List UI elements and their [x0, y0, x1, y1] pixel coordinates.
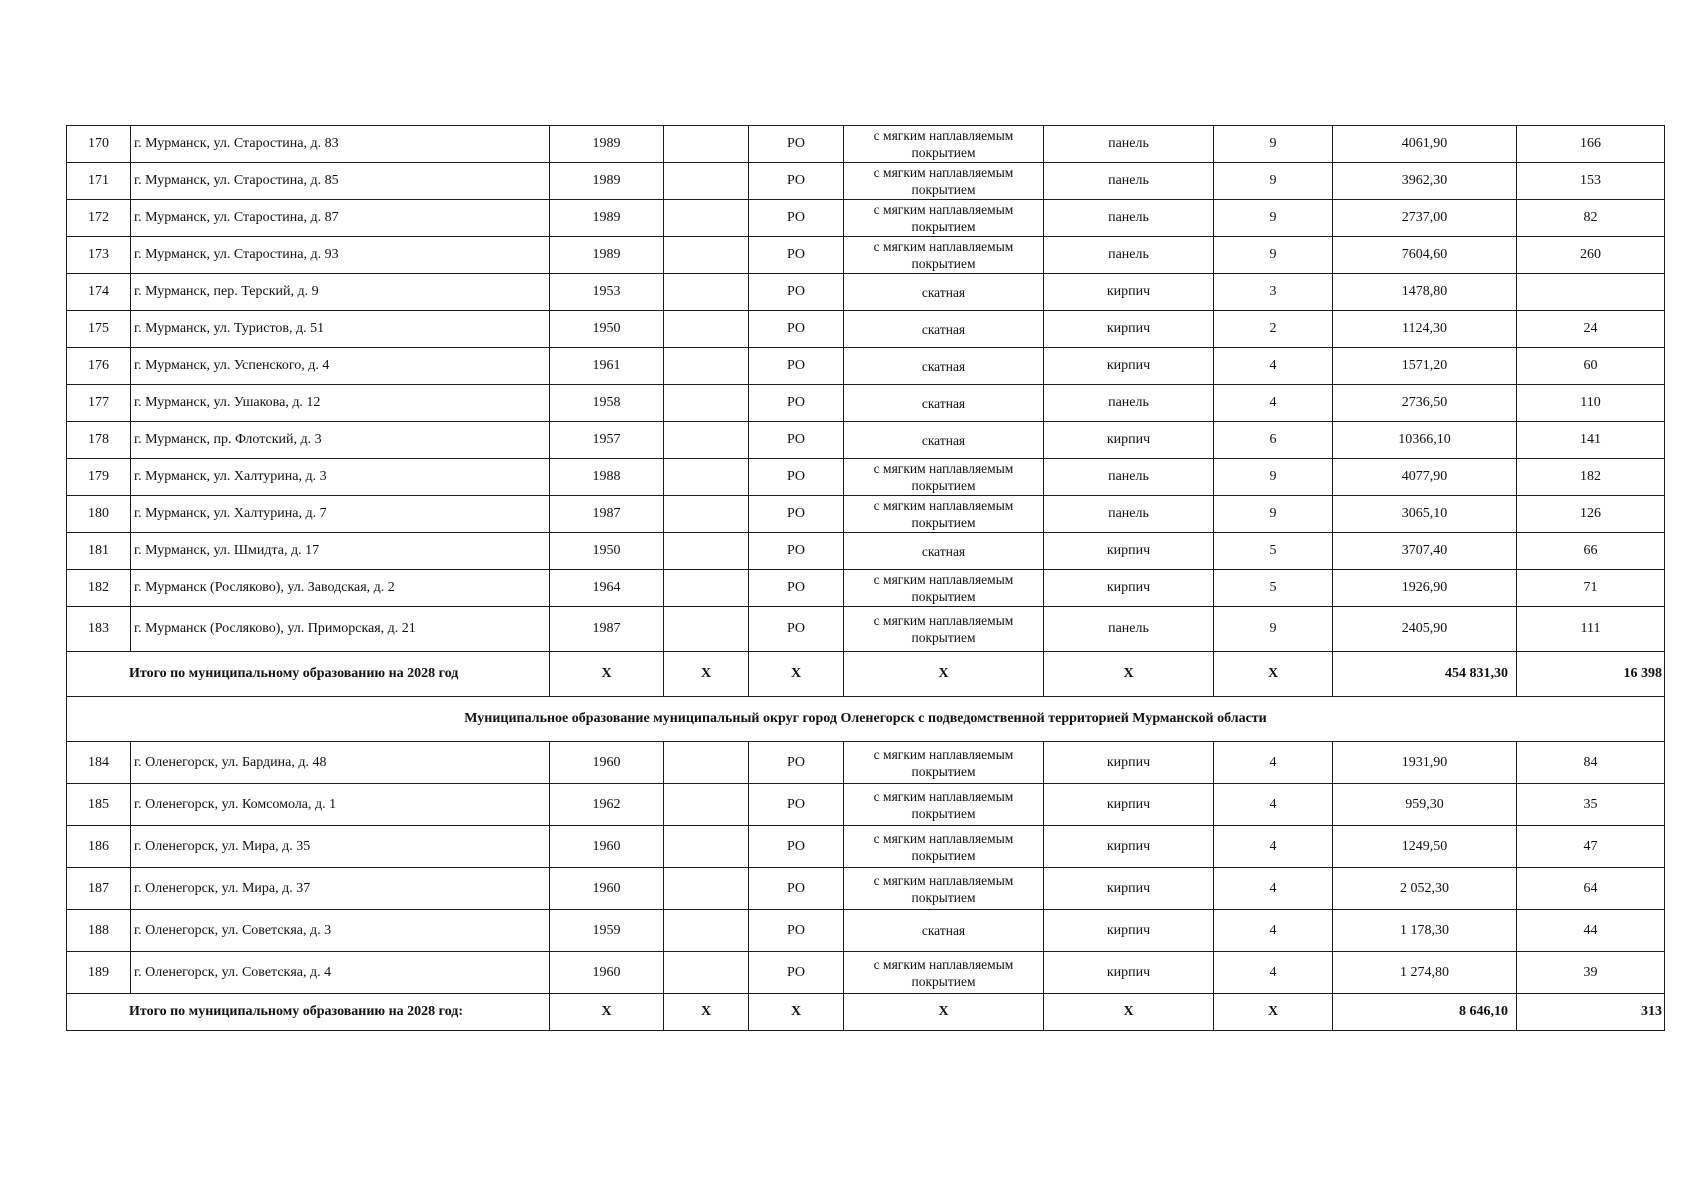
- empty-cell: [664, 385, 749, 422]
- walls-cell: панель: [1044, 459, 1214, 496]
- area-cell: 1124,30: [1333, 311, 1517, 348]
- type-cell: РО: [749, 826, 844, 868]
- empty-cell: [664, 570, 749, 607]
- row-number: 170: [67, 126, 131, 163]
- residents-cell: 39: [1517, 952, 1665, 994]
- roof-cell: с мягким наплавляемым покрытием: [844, 742, 1044, 784]
- residents-cell: 111: [1517, 607, 1665, 652]
- type-cell: РО: [749, 607, 844, 652]
- walls-cell: панель: [1044, 496, 1214, 533]
- area-cell: 1926,90: [1333, 570, 1517, 607]
- area-cell: 3065,10: [1333, 496, 1517, 533]
- table-row: [67, 910, 1665, 952]
- roof-cell: с мягким наплавляемым покрытием: [844, 826, 1044, 868]
- total-mark: X: [1214, 652, 1333, 697]
- total-area: 8 646,10: [1333, 994, 1517, 1031]
- total-residents: 313: [1517, 994, 1665, 1031]
- address-cell: г. Мурманск, ул. Старостина, д. 85: [131, 163, 550, 200]
- total-residents: 16 398: [1517, 652, 1665, 697]
- row-number: 177: [67, 385, 131, 422]
- empty-cell: [664, 459, 749, 496]
- total-label: Итого по муниципальному образованию на 2028 год: [67, 652, 550, 697]
- roof-cell: скатная: [844, 910, 1044, 952]
- total-mark: X: [749, 652, 844, 697]
- table-row: [67, 200, 1665, 237]
- address-cell: г. Мурманск (Росляково), ул. Заводская, д. 2: [131, 570, 550, 607]
- area-cell: 1249,50: [1333, 826, 1517, 868]
- empty-cell: [664, 163, 749, 200]
- empty-cell: [664, 868, 749, 910]
- table-row: [67, 570, 1665, 607]
- year-cell: 1960: [550, 742, 664, 784]
- roof-cell: скатная: [844, 422, 1044, 459]
- address-cell: г. Мурманск (Росляково), ул. Приморская, д. 21: [131, 607, 550, 652]
- residents-cell: 24: [1517, 311, 1665, 348]
- residents-cell: 44: [1517, 910, 1665, 952]
- empty-cell: [664, 742, 749, 784]
- table-row: [67, 496, 1665, 533]
- walls-cell: кирпич: [1044, 570, 1214, 607]
- roof-cell: с мягким наплавляемым покрытием: [844, 496, 1044, 533]
- row-number: 173: [67, 237, 131, 274]
- floors-cell: 4: [1214, 952, 1333, 994]
- area-cell: 2736,50: [1333, 385, 1517, 422]
- floors-cell: 4: [1214, 910, 1333, 952]
- residents-cell: 35: [1517, 784, 1665, 826]
- walls-cell: кирпич: [1044, 742, 1214, 784]
- type-cell: РО: [749, 311, 844, 348]
- roof-cell: скатная: [844, 274, 1044, 311]
- roof-cell: с мягким наплавляемым покрытием: [844, 570, 1044, 607]
- roof-cell: с мягким наплавляемым покрытием: [844, 607, 1044, 652]
- empty-cell: [664, 826, 749, 868]
- walls-cell: кирпич: [1044, 274, 1214, 311]
- empty-cell: [664, 348, 749, 385]
- table-row: [67, 311, 1665, 348]
- empty-cell: [664, 910, 749, 952]
- area-cell: 1 274,80: [1333, 952, 1517, 994]
- area-cell: 2737,00: [1333, 200, 1517, 237]
- type-cell: РО: [749, 952, 844, 994]
- walls-cell: кирпич: [1044, 533, 1214, 570]
- floors-cell: 9: [1214, 496, 1333, 533]
- roof-cell: скатная: [844, 385, 1044, 422]
- type-cell: РО: [749, 274, 844, 311]
- roof-cell: с мягким наплавляемым покрытием: [844, 459, 1044, 496]
- roof-cell: с мягким наплавляемым покрытием: [844, 200, 1044, 237]
- total-mark: X: [550, 652, 664, 697]
- total-row: [67, 652, 1665, 697]
- total-mark: X: [844, 652, 1044, 697]
- total-mark: X: [1044, 994, 1214, 1031]
- row-number: 182: [67, 570, 131, 607]
- residents-cell: 47: [1517, 826, 1665, 868]
- year-cell: 1987: [550, 496, 664, 533]
- row-number: 178: [67, 422, 131, 459]
- roof-cell: скатная: [844, 533, 1044, 570]
- area-cell: 3707,40: [1333, 533, 1517, 570]
- type-cell: РО: [749, 348, 844, 385]
- row-number: 187: [67, 868, 131, 910]
- floors-cell: 9: [1214, 459, 1333, 496]
- roof-cell: скатная: [844, 311, 1044, 348]
- area-cell: 3962,30: [1333, 163, 1517, 200]
- floors-cell: 9: [1214, 126, 1333, 163]
- walls-cell: панель: [1044, 163, 1214, 200]
- year-cell: 1950: [550, 311, 664, 348]
- table-row: [67, 826, 1665, 868]
- table-row: [67, 742, 1665, 784]
- row-number: 171: [67, 163, 131, 200]
- roof-cell: с мягким наплавляемым покрытием: [844, 237, 1044, 274]
- year-cell: 1960: [550, 868, 664, 910]
- walls-cell: панель: [1044, 200, 1214, 237]
- residents-cell: 66: [1517, 533, 1665, 570]
- table-row: [67, 348, 1665, 385]
- residents-cell: 141: [1517, 422, 1665, 459]
- roof-cell: с мягким наплавляемым покрытием: [844, 868, 1044, 910]
- type-cell: РО: [749, 163, 844, 200]
- row-number: 176: [67, 348, 131, 385]
- address-cell: г. Оленегорск, ул. Комсомола, д. 1: [131, 784, 550, 826]
- type-cell: РО: [749, 742, 844, 784]
- table-row: [67, 533, 1665, 570]
- total-row: [67, 994, 1665, 1031]
- type-cell: РО: [749, 533, 844, 570]
- address-cell: г. Мурманск, ул. Старостина, д. 87: [131, 200, 550, 237]
- type-cell: РО: [749, 237, 844, 274]
- year-cell: 1964: [550, 570, 664, 607]
- address-cell: г. Мурманск, ул. Ушакова, д. 12: [131, 385, 550, 422]
- row-number: 174: [67, 274, 131, 311]
- residents-cell: 110: [1517, 385, 1665, 422]
- floors-cell: 6: [1214, 422, 1333, 459]
- section-title: Муниципальное образование муниципальный округ город Оленегорск с подведомственной территорией Мурманской области: [67, 697, 1665, 742]
- address-cell: г. Мурманск, ул. Старостина, д. 93: [131, 237, 550, 274]
- year-cell: 1960: [550, 826, 664, 868]
- table-row: [67, 126, 1665, 163]
- total-area: 454 831,30: [1333, 652, 1517, 697]
- row-number: 175: [67, 311, 131, 348]
- empty-cell: [664, 533, 749, 570]
- year-cell: 1961: [550, 348, 664, 385]
- total-mark: X: [550, 994, 664, 1031]
- row-number: 179: [67, 459, 131, 496]
- walls-cell: панель: [1044, 126, 1214, 163]
- residents-cell: 82: [1517, 200, 1665, 237]
- walls-cell: панель: [1044, 607, 1214, 652]
- row-number: 180: [67, 496, 131, 533]
- table-row: [67, 952, 1665, 994]
- address-cell: г. Оленегорск, ул. Мира, д. 35: [131, 826, 550, 868]
- type-cell: РО: [749, 868, 844, 910]
- residents-cell: 260: [1517, 237, 1665, 274]
- walls-cell: кирпич: [1044, 422, 1214, 459]
- floors-cell: 9: [1214, 200, 1333, 237]
- roof-cell: скатная: [844, 348, 1044, 385]
- row-number: 189: [67, 952, 131, 994]
- address-cell: г. Мурманск, ул. Старостина, д. 83: [131, 126, 550, 163]
- floors-cell: 5: [1214, 570, 1333, 607]
- floors-cell: 2: [1214, 311, 1333, 348]
- floors-cell: 4: [1214, 385, 1333, 422]
- area-cell: 1931,90: [1333, 742, 1517, 784]
- residents-cell: 64: [1517, 868, 1665, 910]
- area-cell: 4061,90: [1333, 126, 1517, 163]
- row-number: 188: [67, 910, 131, 952]
- walls-cell: кирпич: [1044, 311, 1214, 348]
- address-cell: г. Мурманск, пер. Терский, д. 9: [131, 274, 550, 311]
- roof-cell: с мягким наплавляемым покрытием: [844, 784, 1044, 826]
- residents-cell: 84: [1517, 742, 1665, 784]
- year-cell: 1989: [550, 200, 664, 237]
- type-cell: РО: [749, 126, 844, 163]
- table-row: [67, 385, 1665, 422]
- total-label: Итого по муниципальному образованию на 2028 год:: [67, 994, 550, 1031]
- roof-cell: с мягким наплавляемым покрытием: [844, 126, 1044, 163]
- walls-cell: кирпич: [1044, 826, 1214, 868]
- area-cell: 7604,60: [1333, 237, 1517, 274]
- address-cell: г. Мурманск, ул. Шмидта, д. 17: [131, 533, 550, 570]
- year-cell: 1989: [550, 163, 664, 200]
- area-cell: 1478,80: [1333, 274, 1517, 311]
- walls-cell: кирпич: [1044, 910, 1214, 952]
- year-cell: 1988: [550, 459, 664, 496]
- year-cell: 1989: [550, 237, 664, 274]
- type-cell: РО: [749, 496, 844, 533]
- floors-cell: 9: [1214, 163, 1333, 200]
- empty-cell: [664, 274, 749, 311]
- empty-cell: [664, 607, 749, 652]
- year-cell: 1962: [550, 784, 664, 826]
- type-cell: РО: [749, 784, 844, 826]
- address-cell: г. Мурманск, ул. Туристов, д. 51: [131, 311, 550, 348]
- floors-cell: 4: [1214, 348, 1333, 385]
- residents-cell: 166: [1517, 126, 1665, 163]
- area-cell: 1571,20: [1333, 348, 1517, 385]
- row-number: 186: [67, 826, 131, 868]
- area-cell: 4077,90: [1333, 459, 1517, 496]
- floors-cell: 4: [1214, 742, 1333, 784]
- empty-cell: [664, 311, 749, 348]
- residents-cell: 153: [1517, 163, 1665, 200]
- total-mark: X: [749, 994, 844, 1031]
- table-row: [67, 237, 1665, 274]
- address-cell: г. Оленегорск, ул. Бардина, д. 48: [131, 742, 550, 784]
- walls-cell: панель: [1044, 237, 1214, 274]
- total-mark: X: [664, 652, 749, 697]
- empty-cell: [664, 126, 749, 163]
- empty-cell: [664, 200, 749, 237]
- row-number: 184: [67, 742, 131, 784]
- year-cell: 1959: [550, 910, 664, 952]
- row-number: 185: [67, 784, 131, 826]
- year-cell: 1958: [550, 385, 664, 422]
- floors-cell: 4: [1214, 868, 1333, 910]
- address-cell: г. Мурманск, ул. Халтурина, д. 7: [131, 496, 550, 533]
- type-cell: РО: [749, 385, 844, 422]
- empty-cell: [664, 422, 749, 459]
- year-cell: 1950: [550, 533, 664, 570]
- total-mark: X: [1044, 652, 1214, 697]
- type-cell: РО: [749, 200, 844, 237]
- empty-cell: [664, 496, 749, 533]
- type-cell: РО: [749, 910, 844, 952]
- area-cell: 10366,10: [1333, 422, 1517, 459]
- total-mark: X: [1214, 994, 1333, 1031]
- floors-cell: 9: [1214, 607, 1333, 652]
- floors-cell: 4: [1214, 784, 1333, 826]
- total-mark: X: [664, 994, 749, 1031]
- floors-cell: 4: [1214, 826, 1333, 868]
- table-row: [67, 163, 1665, 200]
- walls-cell: кирпич: [1044, 952, 1214, 994]
- table-row: [67, 422, 1665, 459]
- table-row: [67, 459, 1665, 496]
- year-cell: 1953: [550, 274, 664, 311]
- empty-cell: [664, 784, 749, 826]
- area-cell: 2405,90: [1333, 607, 1517, 652]
- address-cell: г. Оленегорск, ул. Мира, д. 37: [131, 868, 550, 910]
- area-cell: 959,30: [1333, 784, 1517, 826]
- table-row: [67, 607, 1665, 652]
- year-cell: 1957: [550, 422, 664, 459]
- residents-cell: [1517, 274, 1665, 311]
- residents-cell: 71: [1517, 570, 1665, 607]
- type-cell: РО: [749, 459, 844, 496]
- year-cell: 1989: [550, 126, 664, 163]
- walls-cell: панель: [1044, 385, 1214, 422]
- floors-cell: 9: [1214, 237, 1333, 274]
- row-number: 181: [67, 533, 131, 570]
- roof-cell: с мягким наплавляемым покрытием: [844, 163, 1044, 200]
- type-cell: РО: [749, 570, 844, 607]
- table-row: [67, 274, 1665, 311]
- year-cell: 1960: [550, 952, 664, 994]
- address-cell: г. Оленегорск, ул. Советскяа, д. 4: [131, 952, 550, 994]
- address-cell: г. Оленегорск, ул. Советскяа, д. 3: [131, 910, 550, 952]
- address-cell: г. Мурманск, ул. Халтурина, д. 3: [131, 459, 550, 496]
- roof-cell: с мягким наплавляемым покрытием: [844, 952, 1044, 994]
- empty-cell: [664, 952, 749, 994]
- floors-cell: 5: [1214, 533, 1333, 570]
- row-number: 183: [67, 607, 131, 652]
- walls-cell: кирпич: [1044, 784, 1214, 826]
- year-cell: 1987: [550, 607, 664, 652]
- walls-cell: кирпич: [1044, 868, 1214, 910]
- empty-cell: [664, 237, 749, 274]
- address-cell: г. Мурманск, ул. Успенского, д. 4: [131, 348, 550, 385]
- walls-cell: кирпич: [1044, 348, 1214, 385]
- table-row: [67, 784, 1665, 826]
- row-number: 172: [67, 200, 131, 237]
- document-page: [66, 125, 1664, 1031]
- residents-cell: 126: [1517, 496, 1665, 533]
- area-cell: 2 052,30: [1333, 868, 1517, 910]
- address-cell: г. Мурманск, пр. Флотский, д. 3: [131, 422, 550, 459]
- type-cell: РО: [749, 422, 844, 459]
- area-cell: 1 178,30: [1333, 910, 1517, 952]
- total-mark: X: [844, 994, 1044, 1031]
- floors-cell: 3: [1214, 274, 1333, 311]
- table-row: [67, 868, 1665, 910]
- housing-registry-table: [66, 125, 1665, 1031]
- residents-cell: 182: [1517, 459, 1665, 496]
- section-heading-row: [67, 697, 1665, 742]
- residents-cell: 60: [1517, 348, 1665, 385]
